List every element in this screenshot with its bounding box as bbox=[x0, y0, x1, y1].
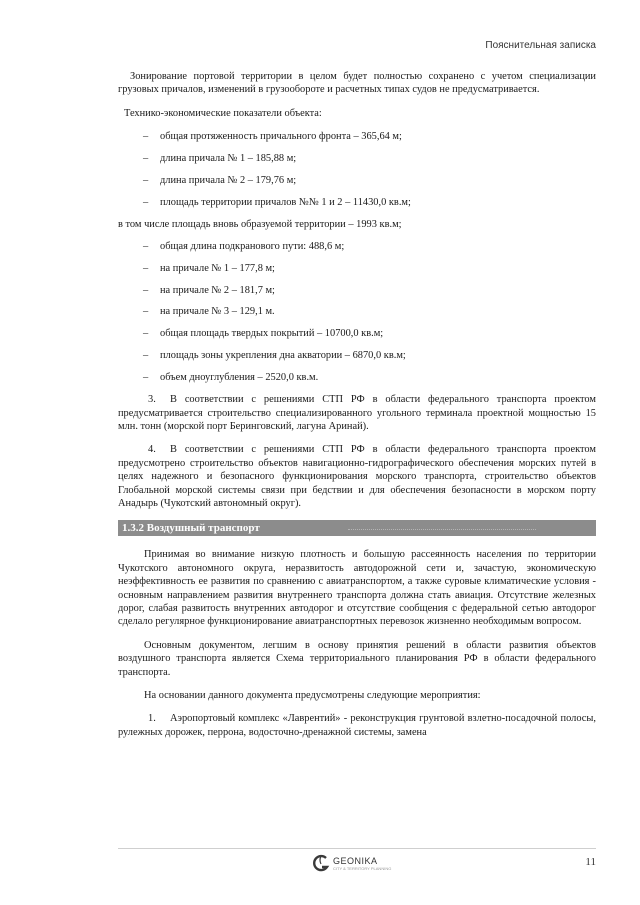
list-item: – на причале № 2 – 181,7 м; bbox=[143, 284, 275, 296]
page-number: 11 bbox=[585, 856, 596, 868]
air-paragraph-2: Основным документом, легшим в основу принятия решений в области развития объектов воздушного транспорта является Схема территориального планирования РФ в области федерального транспорта. bbox=[118, 639, 596, 678]
list-item: – длина причала № 1 – 185,88 м; bbox=[143, 153, 297, 165]
numbered-item-1: 1. Аэропортовый комплекс «Лаврентий» - реконструкция грунтовой взлетно-посадочной полосы, рулежных дорожек, перрона, водосточно-дренажной системы, замена bbox=[118, 713, 596, 738]
bullet-list-b bbox=[118, 240, 596, 385]
logo-name: GEONIKA bbox=[333, 856, 378, 866]
geonika-logo bbox=[312, 854, 391, 874]
list-item: – объем дноуглубления – 2520,0 кв.м. bbox=[143, 372, 319, 384]
running-header: Пояснительная записка bbox=[485, 40, 596, 51]
list-item: – длина причала № 2 – 179,76 м; bbox=[143, 175, 297, 187]
section-divider-dots bbox=[348, 529, 536, 531]
tech-indicators-heading: Технико-экономические показатели объекта: bbox=[124, 107, 322, 119]
geonika-logo-icon bbox=[312, 854, 330, 874]
list-item: – на причале № 1 – 177,8 м; bbox=[143, 262, 275, 274]
list-item: – общая площадь твердых покрытий – 10700,0 кв.м; bbox=[143, 328, 384, 340]
sub-line: в том числе площадь вновь образуемой территории – 1993 кв.м; bbox=[118, 218, 402, 230]
list-item: – площадь территории причалов №№ 1 и 2 – 11430,0 кв.м; bbox=[143, 196, 411, 208]
air-paragraph-3: На основании данного документа предусмотрены следующие мероприятия: bbox=[144, 690, 481, 701]
numbered-item-4: 4. В соответствии с решениями СТП РФ в области федерального транспорта проектом предусмотрено строительство объектов навигационно-гидрографического обеспечения морских путей в целях надежного и безопасного функционирования морского транспорта, строительство объектов Глобальной морской системы связи при бедствии и для обеспечения безопасности в морском порту Анадырь (Чукотский автономный округ). bbox=[118, 444, 596, 509]
numbered-item-3: 3. В соответствии с решениями СТП РФ в области федерального транспорта проектом предусматривается строительство специализированного угольного терминала проектной мощностью 15 млн. тонн (морской порт Беринговский, лагуна Аринай). bbox=[118, 394, 596, 432]
section-title: 1.3.2 Воздушный транспорт bbox=[122, 522, 260, 535]
section-heading-bar bbox=[118, 520, 596, 536]
bullet-list-a bbox=[118, 130, 596, 209]
list-item: – площадь зоны укрепления дна акватории – 6870,0 кв.м; bbox=[143, 350, 406, 362]
logo-tagline: CITY & TERRITORY PLANNING bbox=[333, 866, 392, 871]
list-item: – общая длина подкранового пути: 488,6 м; bbox=[143, 240, 345, 252]
page-content bbox=[118, 70, 596, 749]
list-item: – на причале № 3 – 129,1 м. bbox=[143, 306, 275, 318]
intro-paragraph: Зонирование портовой территории в целом будет полностью сохранено с учетом специализации грузовых причалов, изменений в грузообороте и расчетных типах судов не предусматривается. bbox=[118, 71, 596, 96]
air-paragraph-1: Принимая во внимание низкую плотность и большую рассеянность населения по территории Чукотского автономного округа, неразвитость автодорожной сети и, зачастую, экономическую неэффективность ее развития по сравнению с авиатранспортом, а также суровые климатические условия - основным направлением развития внутреннего транспорта должна стать авиация. Отсутствие железных дорог, слабая развитость внутренних автодорог и отсутствие сообщения с федеральной сетью автодорог сделало регулярное функционирование авиатранспортных перевозок жизненно необходимым вопросом. bbox=[118, 549, 596, 628]
footer-divider bbox=[118, 848, 596, 849]
list-item: – общая протяженность причального фронта – 365,64 м; bbox=[143, 131, 402, 143]
